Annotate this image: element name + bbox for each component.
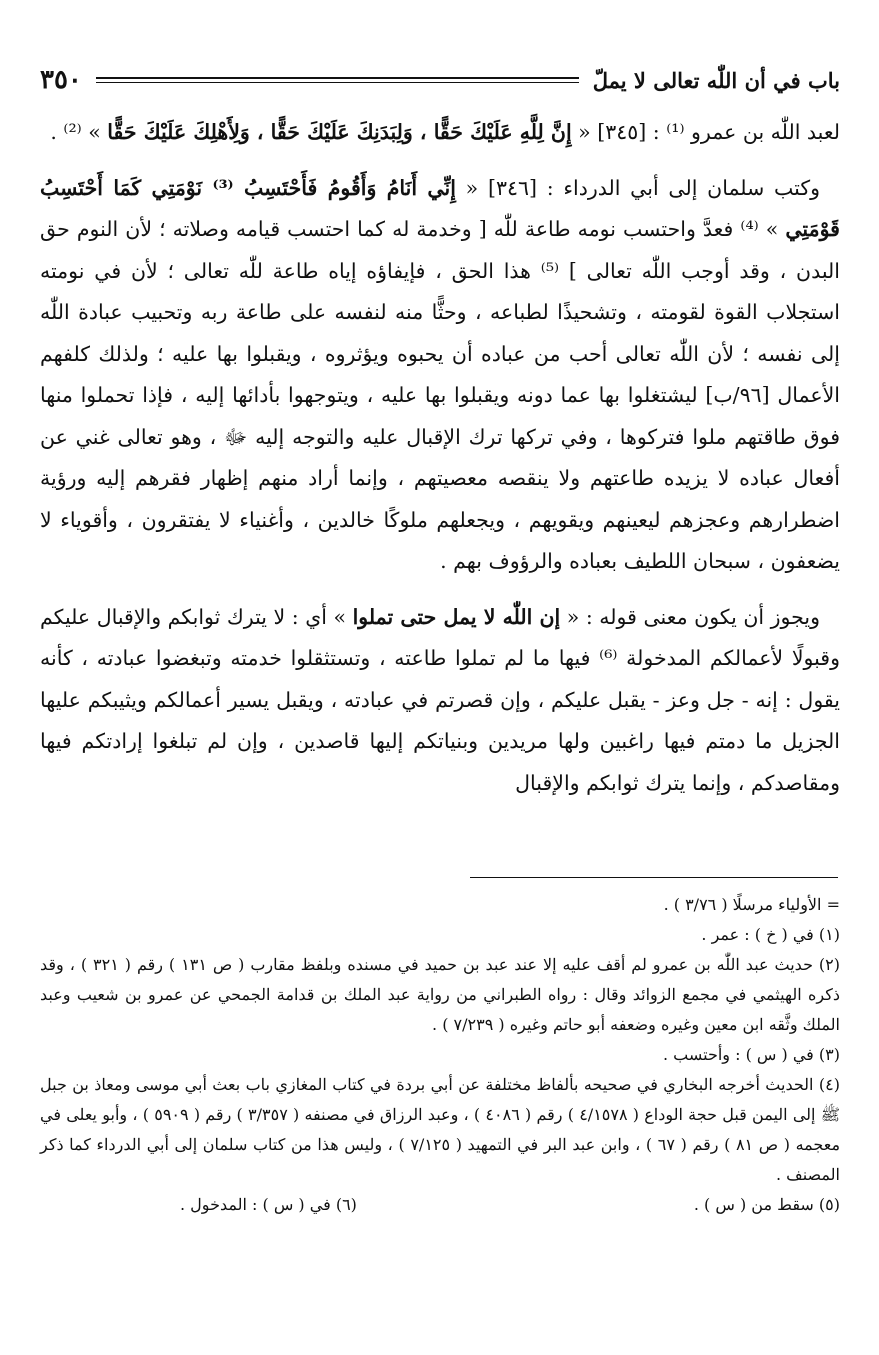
- footnote-6: (٦) في ( س ) : المدخول .: [180, 1195, 357, 1214]
- paragraph-3: [40, 597, 840, 805]
- footnote-row: [40, 1190, 840, 1220]
- header-rule: [96, 77, 579, 83]
- chapter-title: باب في أن اللّٰه تعالى لا يملّ: [592, 67, 840, 93]
- hadith-quote: إِنِّي أَنَامُ وَأَقُومُ فَأَحْتَسِبُ ⁽³⁾ نَوْمَتِي كَمَا أَحْتَسِبُ قَوْمَتِي: [40, 175, 840, 241]
- text-segment: لعبد اللّٰه بن عمرو ⁽¹⁾ : [٣٤٥] «: [571, 120, 840, 144]
- footnote-separator: [470, 877, 838, 878]
- hadith-quote: إِنَّ لِلَّهِ عَلَيْكَ حَقًّا ، وَلِبَدَنِكَ عَلَيْكَ حَقًّا ، وَلِأَهْلِكَ عَلَيْكَ حَقًّا: [107, 120, 572, 144]
- running-header: [40, 60, 840, 100]
- text-segment: » ⁽⁴⁾ فعدَّ واحتسب نومه طاعة للّٰه [ وخدمة له كما احتسب قيامه وصلاته ؛ لأن النوم حق البدن ، وقد أوجب اللّٰه تعالى ] ⁽⁵⁾ هذا الحق ، فإيفاؤه إياه طاعة للّٰه تعالى ؛ لأن في نومته استجلاب القوة لقومته ، وتشحيذًا لطباعه ، وحثًّا منه لنفسه على طاعة ربه وتحبيب عبادة اللّٰه إلى نفسه ؛ لأن اللّٰه تعالى أحب من عباده أن يحبوه ويؤثروه ، ويقبلوا بها عليه ؛ ولذلك كلفهم الأعمال [٩٦/ب] ليشتغلوا بها عما دونه ويقبلوا بها عليه ، ويتوجهوا بأدائها إليه ، فإذا تحملوا منها فوق طاقتهم ملوا فتركوها ، وفي تركها ترك الإقبال عليه والتوجه إليه ﷻ ، وهو تعالى غني عن أفعال عباده لا يزيده طاعتهم ولا ينقصه معصيتهم ، وإنما أراد منهم إظهار فقرهم إليه ورؤية اضطرارهم وعجزهم ليعينهم ويقويهم ، ويجعلهم ملوكًا خالدين ، وأغنياء لا يفتقرون ، وأقوياء لا يضعفون ، سبحان اللطيف بعباده والرؤوف بهم .: [40, 217, 840, 573]
- footnote-2: (٢) حديث عبد اللّٰه بن عمرو لم أقف عليه إلا عند عبد بن حميد في مسنده وبلفظ مقارب ( ص ١٣١ ) رقم ( ٣٢١ ) ، وقد ذكره الهيثمي في مجمع الزوائد وقال : رواه الطبراني من رواية عبد الملك بن قدامة الجمحي عن عمرو بن شعيب وعبد الملك وثَّقه ابن معين وغيره وضعفه أبو حاتم وغيره ( ٧/٢٣٩ ) .: [40, 955, 841, 1034]
- text-segment: » ⁽²⁾ .: [50, 120, 108, 144]
- text-segment: » أي : لا يترك ثوابكم والإقبال عليكم وقبولًا لأعمالكم المدخولة ⁽⁶⁾ فيها ما لم تملوا طاعته ، وتستثقلوا خدمته وتبغضوا عبادته ، كأنه يقول : إنه - جل وعز - يقبل عليكم ، وإن قصرتم في عبادته ، ويقبل يسير أعمالكم ويثيبكم عليها الجزيل ما دمتم فيها راغبين ولها مريدين وبنياتكم إليها قاصدين ، وإن لم تبلغوا إرادتكم فيها ومقاصدكم ، وإنما يترك ثوابكم والإقبال: [40, 604, 840, 795]
- footnote-1: (١) في ( خ ) : عمر .: [701, 925, 840, 944]
- hadith-quote: إن اللّٰه لا يمل حتى تملوا: [352, 604, 561, 629]
- text-segment: وكتب سلمان إلى أبي الدرداء : [٣٤٦] «: [455, 175, 820, 200]
- paragraph-2: [40, 168, 840, 583]
- page-number: ٣٥٠: [40, 65, 82, 95]
- main-text: [40, 112, 840, 818]
- footnote-4: (٤) الحديث أخرجه البخاري في صحيحه بألفاظ مختلفة عن أبي بردة في كتاب المغازي باب بعث أبي موسى ومعاذ بن جبل ﷺ إلى اليمن قبل حجة الوداع ( ٤/١٥٧٨ ) رقم ( ٤٠٨٦ ) ، وعبد الرزاق في مصنفه ( ٣/٣٥٧ ) رقم ( ٥٩٠٩ ) ، وأبو يعلى في معجمه ( ص ٨١ ) رقم ( ٦٧ ) ، وابن عبد البر في التمهيد ( ٧/١٢٥ ) ، وليس هذا من كتاب سلمان إلى أبي الدرداء كما ذكر المصنف .: [40, 1075, 841, 1184]
- footnotes: [40, 890, 840, 1220]
- footnote-5: (٥) سقط من ( س ) .: [693, 1195, 840, 1214]
- footnote-3: (٣) في ( س ) : وأحتسب .: [662, 1045, 840, 1064]
- paragraph-1: [40, 112, 840, 154]
- footnote-continuation: = الأولياء مرسلًا ( ٣/٧٦ ) .: [663, 895, 840, 914]
- text-segment: ويجوز أن يكون معنى قوله : «: [560, 604, 820, 629]
